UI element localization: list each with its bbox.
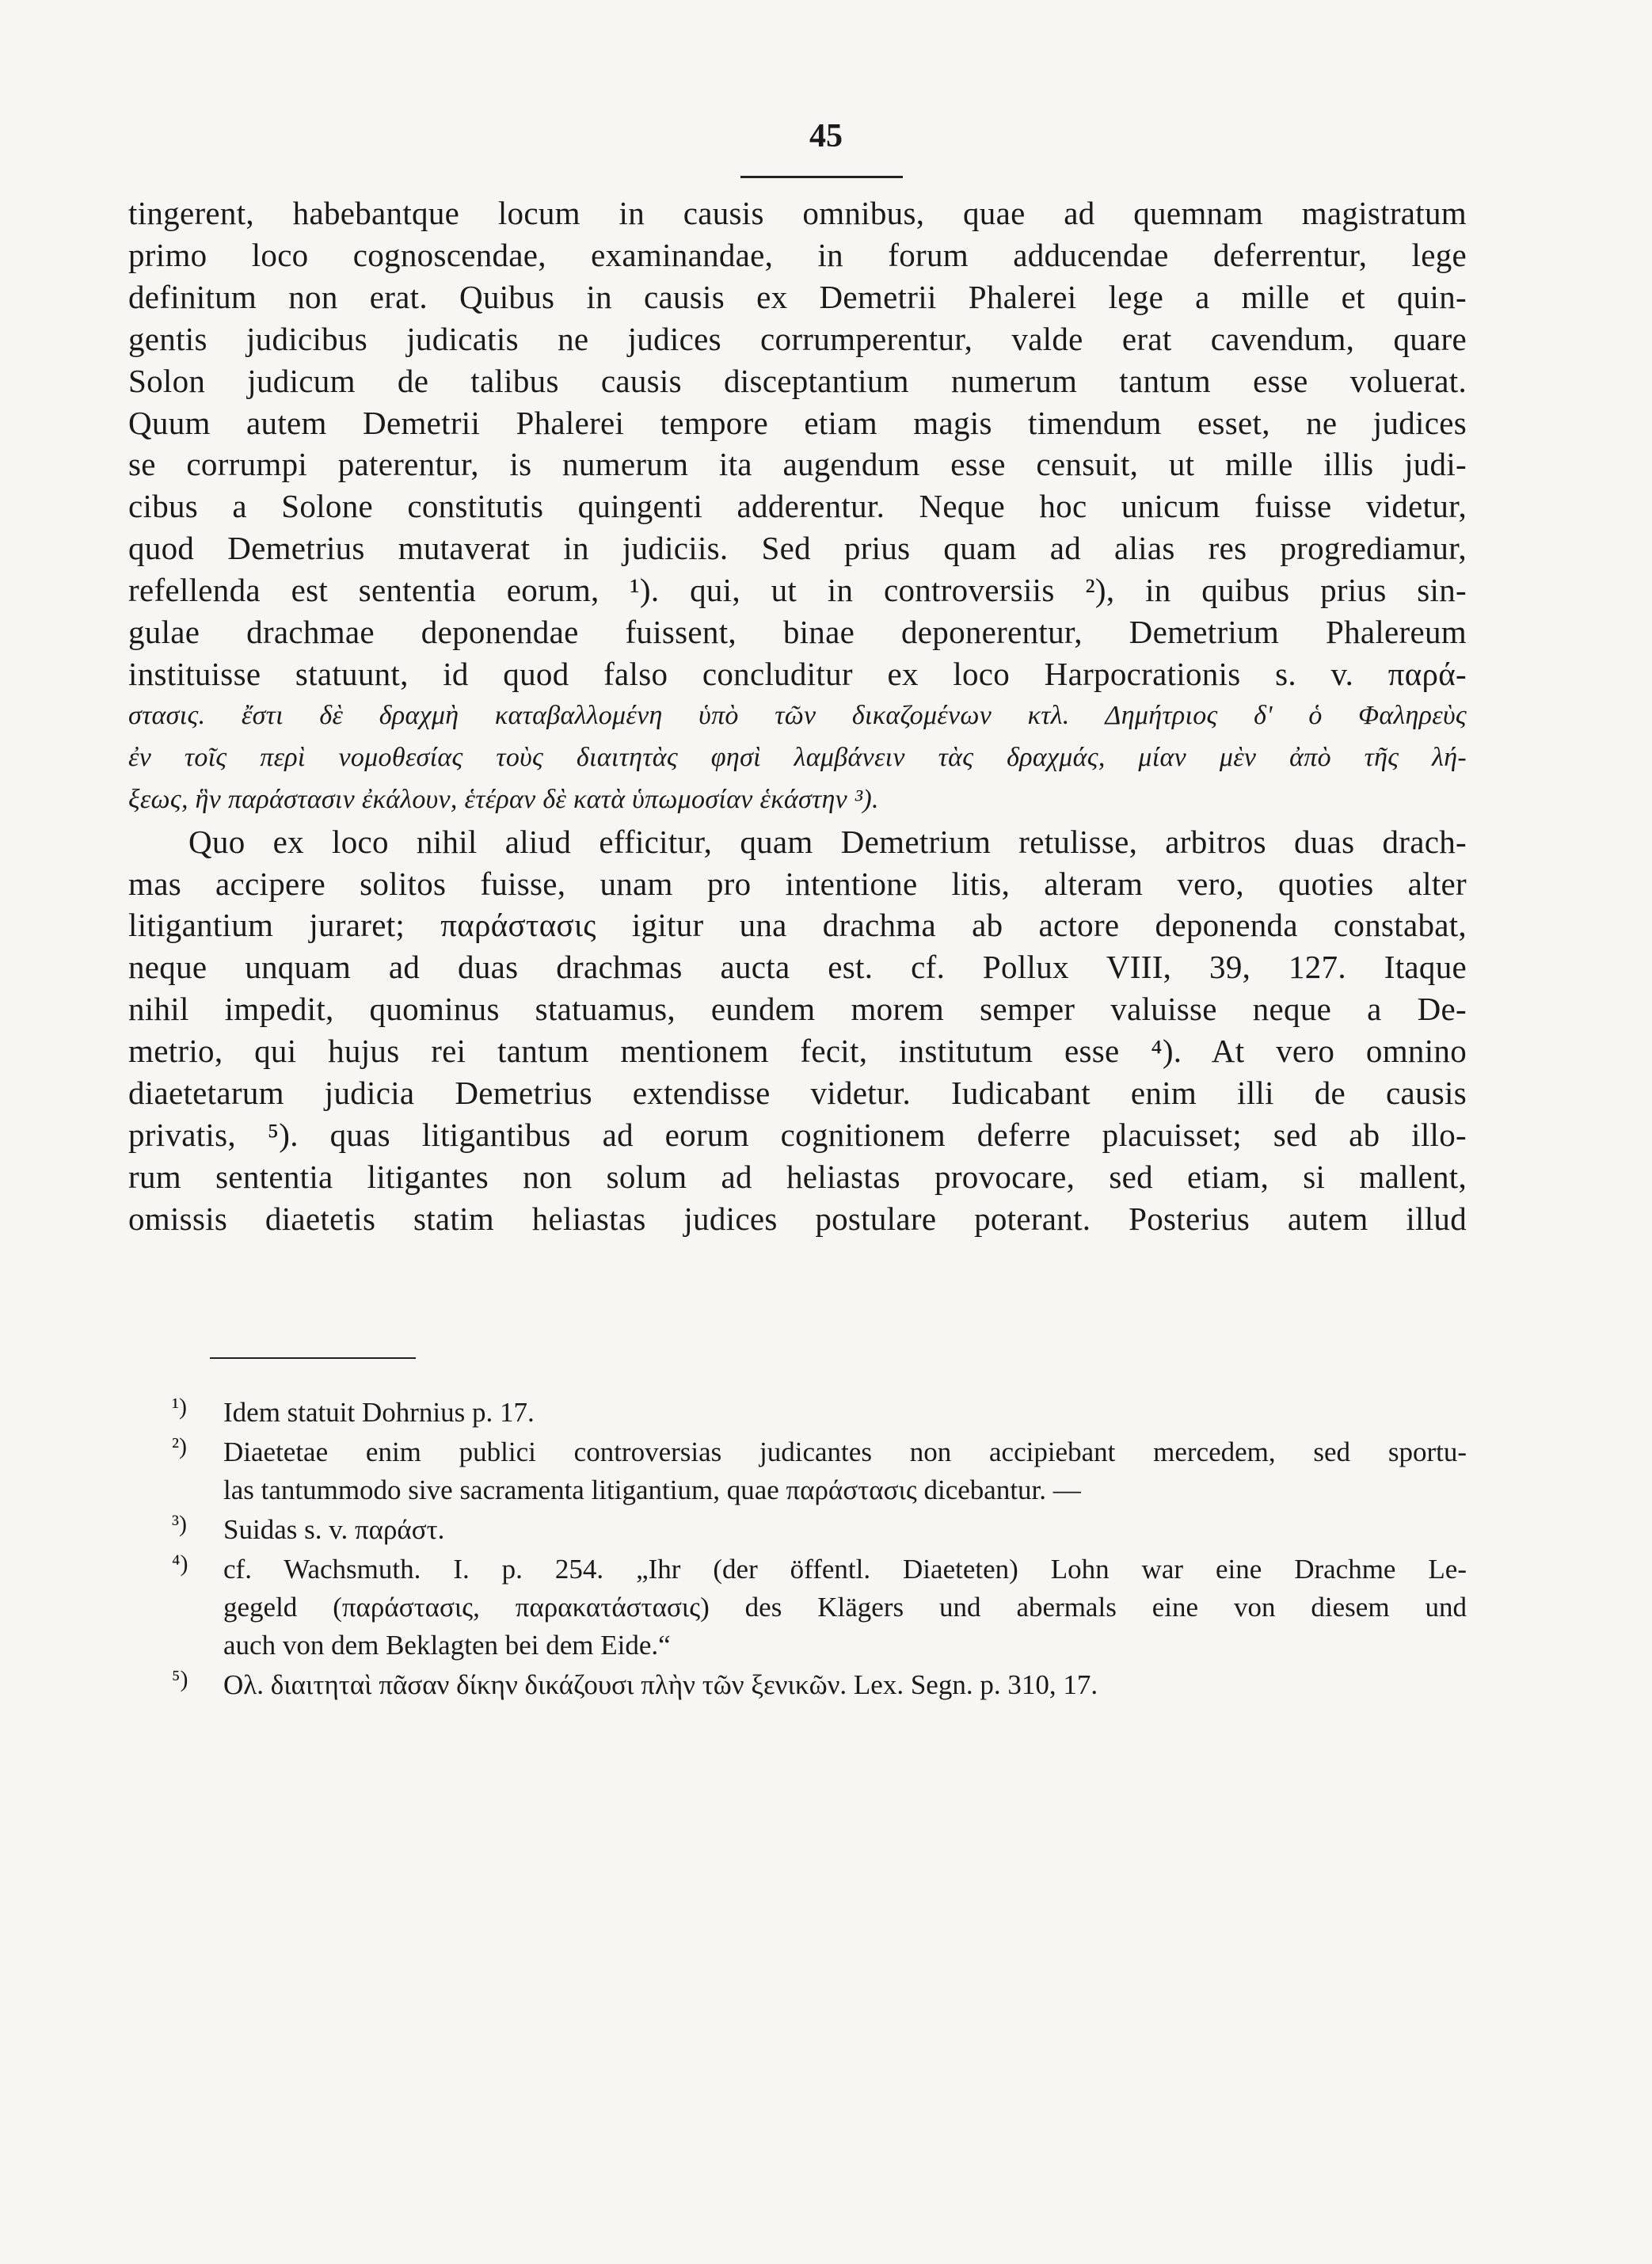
footnote-line: las tantummodo sive sacramenta litigantium, quae παράστασις dicebantur. — <box>223 1474 1081 1505</box>
text-line: Solon judicum de talibus causis disceptantium numerum tantum esse voluerat. <box>128 362 1467 399</box>
text-line: rum sententia litigantes non solum ad heliastas provocare, sed etiam, si mallent, <box>128 1158 1467 1195</box>
footnote-line: Diaetetae enim publici controversias judicantes non accipiebant mercedem, sed sportu- <box>223 1436 1467 1467</box>
footnote-line: cf. Wachsmuth. I. p. 254. „Ihr (der öffentl. Diaeteten) Lohn war eine Drachme Le- <box>223 1554 1467 1585</box>
page-number: 45 <box>809 118 843 154</box>
header-rule <box>740 176 903 178</box>
footnote-2 <box>128 1433 1467 1509</box>
text-line: nihil impedit, quominus statuamus, eundem morem semper valuisse neque a De- <box>128 991 1467 1028</box>
text-line: primo loco cognoscendae, examinandae, in forum adducendae deferrentur, lege <box>128 236 1467 273</box>
footnotes <box>128 1394 1467 1706</box>
text-line: cibus a Solone constitutis quingenti adderentur. Neque hoc unicum fuisse videtur, <box>128 488 1467 525</box>
text-line: metrio, qui hujus rei tantum mentionem fecit, institutum esse ⁴). At vero omnino <box>128 1033 1467 1070</box>
footnote-line: Ολ. διαιτηταὶ πᾶσαν δίκην δικάζουσι πλὴν τῶν ξενικῶν. Lex. Segn. p. 310, 17. <box>223 1669 1098 1700</box>
footnote-line: Suidas s. v. παράστ. <box>223 1514 445 1545</box>
text-line: definitum non erat. Quibus in causis ex Demetrii Phalerei lege a mille et quin- <box>128 278 1467 315</box>
footnote-mark: ⁵) <box>172 1666 188 1692</box>
text-line: gulae drachmae deponendae fuissent, binae deponerentur, Demetrium Phalereum <box>128 614 1467 651</box>
main-text <box>128 192 1467 1240</box>
text-line: quod Demetrius mutaverat in judiciis. Sed prius quam ad alias res progrediamur, <box>128 530 1467 567</box>
text-line: omissis diaetetis statim heliastas judices postulare poterant. Posterius autem illud <box>128 1200 1467 1237</box>
greek-quote-line: στασις. ἔστι δὲ δραχμὴ καταβαλλομένη ὑπὸ τῶν δικαζομένων κτλ. Δημήτριος δ' ὁ Φαληρεὺς <box>128 700 1467 730</box>
greek-quote-line: ἐν τοῖς περὶ νομοθεσίας τοὺς διαιτητὰς φησὶ λαμβάνειν τὰς δραχμάς, μίαν μὲν ἀπὸ τῆς λή- <box>128 742 1467 772</box>
footnote-mark: ²) <box>172 1433 187 1459</box>
text-line: tingerent, habebantque locum in causis omnibus, quae ad quemnam magistratum <box>128 195 1467 231</box>
text-line: neque unquam ad duas drachmas aucta est. cf. Pollux VIII, 39, 127. Itaque <box>128 949 1467 986</box>
footnote-4 <box>128 1551 1467 1665</box>
text-line: litigantium juraret; παράστασις igitur una drachma ab actore deponenda constabat, <box>128 907 1467 944</box>
text-line: diaetetarum judicia Demetrius extendisse videtur. Iudicabant enim illi de causis <box>128 1075 1467 1112</box>
footnote-3 <box>128 1511 1467 1549</box>
text-line: Quo ex loco nihil aliud efficitur, quam Demetrium retulisse, arbitros duas drach- <box>188 823 1467 860</box>
text-line: refellenda est sententia eorum, ¹). qui, ut in controversiis ²), in quibus prius sin- <box>128 572 1467 609</box>
footnote-mark: ⁴) <box>172 1551 188 1577</box>
footnote-line: Idem statuit Dohrnius p. 17. <box>223 1397 535 1428</box>
footnote-5 <box>128 1666 1467 1704</box>
footnote-1 <box>128 1394 1467 1432</box>
footnote-separator <box>210 1357 416 1359</box>
text-line: gentis judicibus judicatis ne judices corrumperentur, valde erat cavendum, quare <box>128 320 1467 357</box>
text-line: instituisse statuunt, id quod falso concluditur ex loco Harpocrationis s. v. παρά- <box>128 655 1467 692</box>
text-line: Quum autem Demetrii Phalerei tempore etiam magis timendum esset, ne judices <box>128 404 1467 441</box>
text-line: se corrumpi paterentur, is numerum ita augendum esse censuit, ut mille illis judi- <box>128 446 1467 483</box>
greek-quote-line: ξεως, ἣν παράστασιν ἐκάλουν, ἑτέραν δὲ κατὰ ὑπωμοσίαν ἑκάστην ³). <box>128 784 879 814</box>
text-line: mas accipere solitos fuisse, unam pro intentione litis, alteram vero, quoties alter <box>128 865 1467 902</box>
footnote-mark: ³) <box>172 1511 187 1537</box>
footnote-line: gegeld (παράστασις, παρακατάστασις) des Klägers und abermals eine von diesem und <box>223 1592 1467 1623</box>
text-line: privatis, ⁵). quas litigantibus ad eorum cognitionem deferre placuisset; sed ab illo- <box>128 1116 1467 1153</box>
footnote-mark: ¹) <box>172 1394 187 1420</box>
footnote-line: auch von dem Beklagten bei dem Eide.“ <box>223 1630 671 1661</box>
